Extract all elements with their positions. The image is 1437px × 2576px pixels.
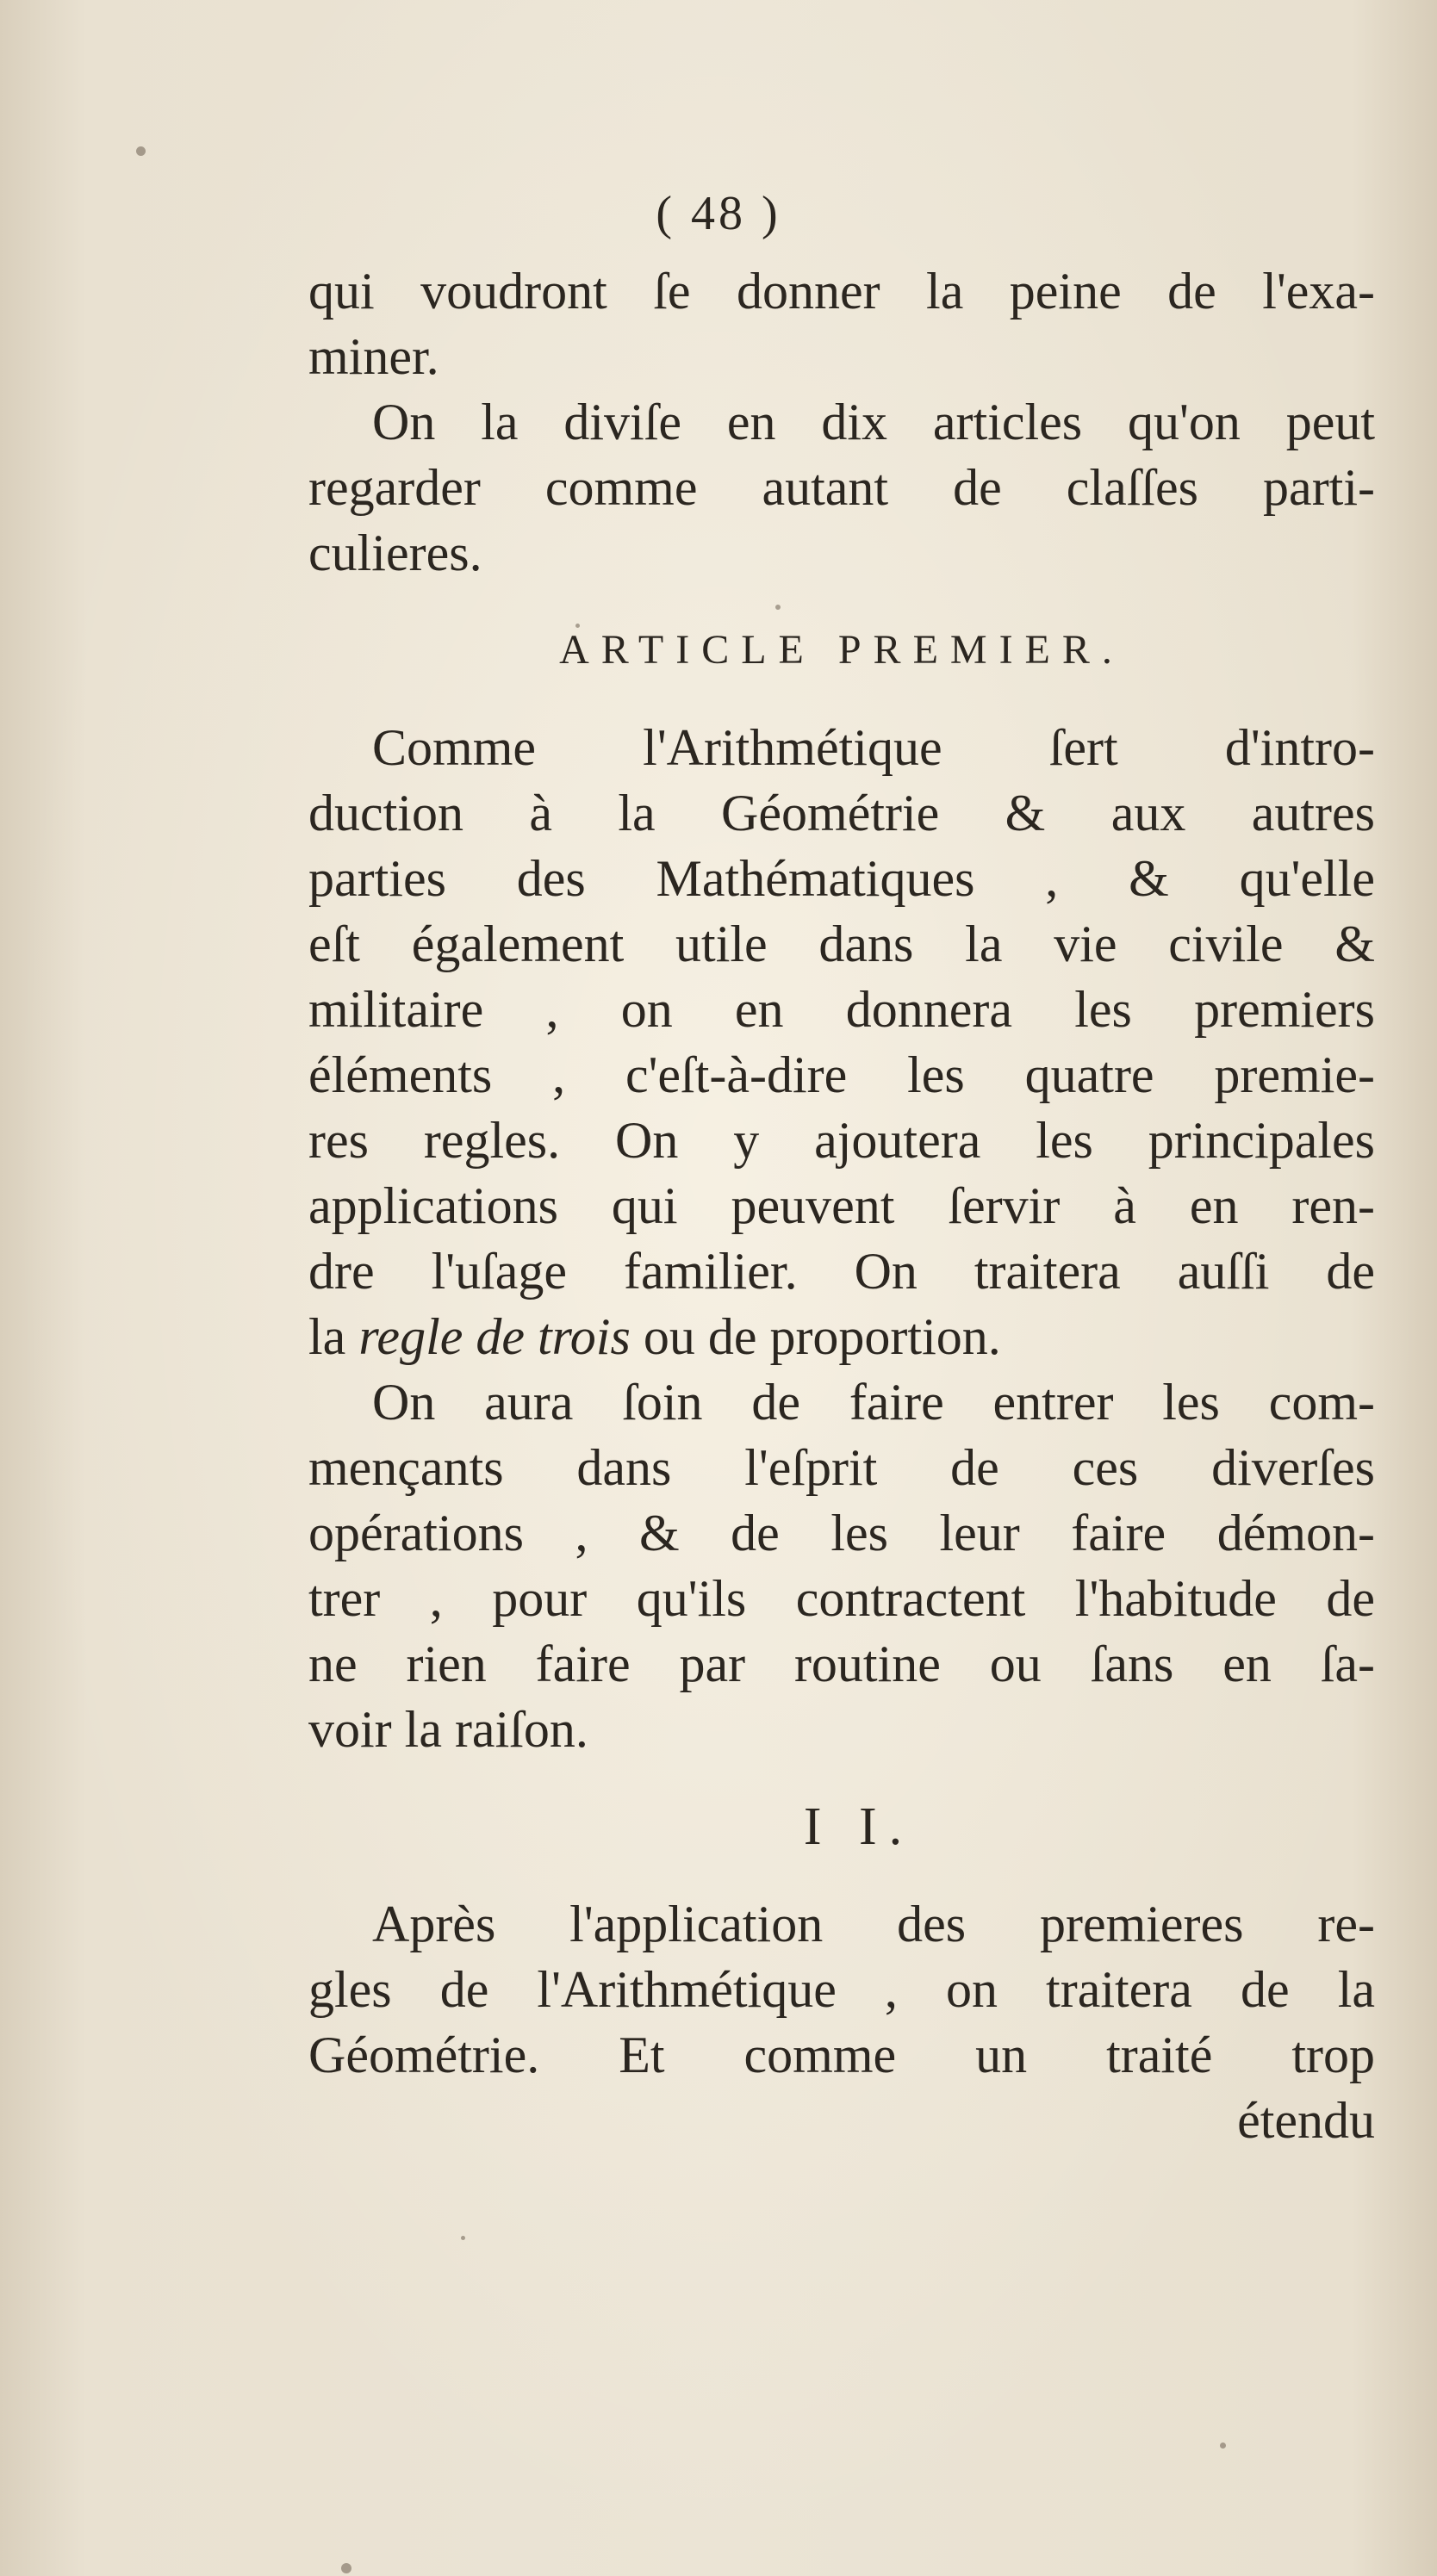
text-line: trer , pour qu'ils contractent l'habitude de [308,1570,1375,1627]
text-line: Comme l'Arithmétique ſert d'intro- [372,719,1375,776]
text-fragment: ou de proportion. [630,1308,1001,1365]
text-line: On la diviſe en dix articles qu'on peut [372,394,1375,450]
text-line: duction à la Géométrie & aux autres [308,785,1375,841]
text-line: parties des Mathématiques , & qu'elle [308,850,1375,907]
text-line: voir la raiſon. [308,1701,588,1758]
main-text [308,258,1375,2153]
section-heading: I I. [803,1797,915,1856]
text-line: mençants dans l'eſprit de ces diverſes [308,1439,1375,1496]
paper-speck [461,2236,465,2240]
text-line [308,1304,1375,1369]
text-line: opérations , & de les leur faire démon- [308,1505,1375,1561]
text-line: regarder comme autant de claſſes parti- [308,459,1375,516]
paper-speck [136,146,146,156]
paper-speck [341,2563,351,2573]
text-line: On aura ſoin de faire entrer les com- [372,1374,1375,1431]
catchword: étendu [1237,2092,1375,2149]
text-fragment: la [308,1308,359,1365]
article-heading: ARTICLE PREMIER. [559,627,1124,673]
text-line: éléments , c'eſt-à-dire les quatre premie- [308,1046,1375,1103]
text-line: eſt également utile dans la vie civile & [308,916,1375,972]
text-line: culieres. [308,525,482,581]
text-line: dre l'uſage familier. On traitera auſſi de [308,1243,1375,1300]
italic-term: regle de trois [358,1308,631,1365]
text-line: res regles. On y ajoutera les principales [308,1112,1375,1169]
text-line: Après l'application des premieres re- [372,1896,1375,1952]
text-line: ne rien faire par routine ou ſans en ſa- [308,1636,1375,1692]
text-line: applications qui peuvent ſervir à en ren- [308,1177,1375,1234]
text-line: qui voudront ſe donner la peine de l'exa- [308,263,1375,320]
text-line: militaire , on en donnera les premiers [308,981,1375,1038]
text-line: Géométrie. Et comme un traité trop [308,2027,1375,2083]
paper-speck [1220,2443,1226,2449]
text-line: gles de l'Arithmétique , on traitera de la [308,1961,1375,2018]
page-number: ( 48 ) [656,187,781,240]
text-line: miner. [308,328,439,385]
